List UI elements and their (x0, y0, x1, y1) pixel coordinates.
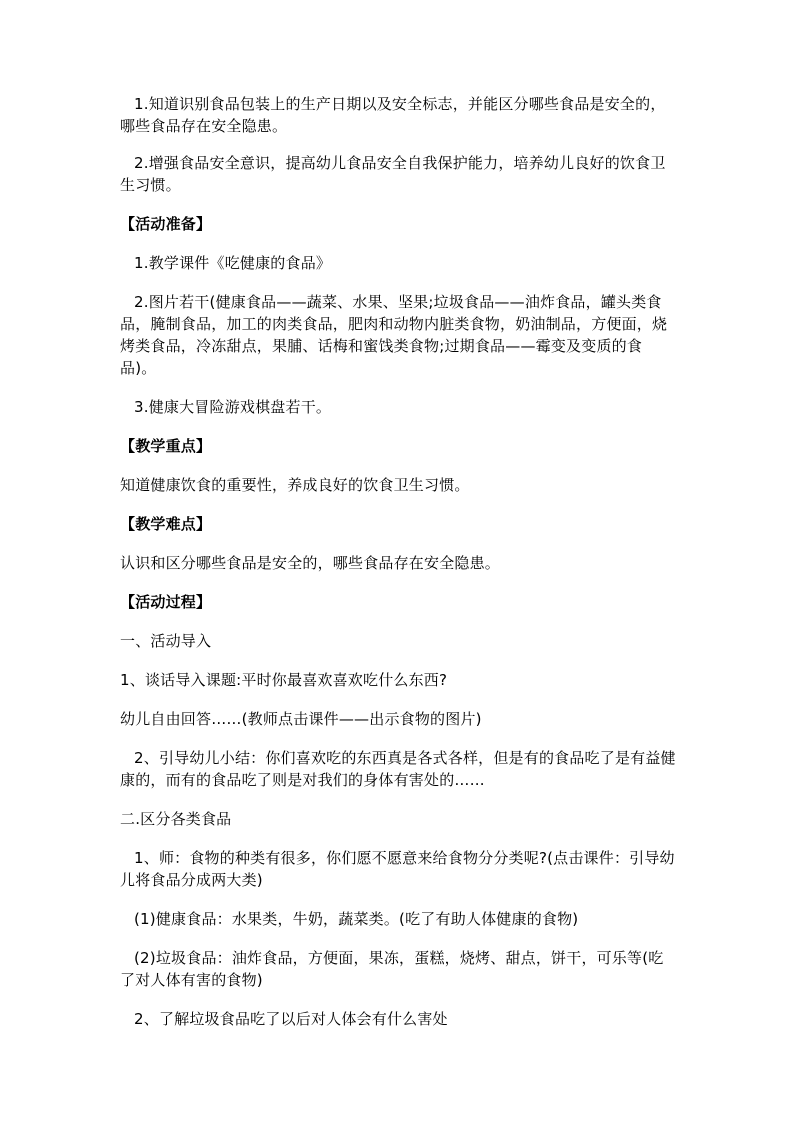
objective-2: 2.增强食品安全意识，提高幼儿食品安全自我保护能力，培养幼儿良好的饮食卫生习惯。 (120, 154, 666, 194)
process-step-2-item-1: 1、师：食物的种类有很多，你们愿不愿意来给食物分分类呢?(点击课件：引导幼儿将食品分成两大类) (120, 849, 675, 889)
junk-food-list: (2)垃圾食品：油炸食品，方便面，果冻，蛋糕，烧烤、甜点，饼干，可乐等(吃了对人体有害的食物) (120, 949, 664, 989)
difficulties-text: 认识和区分哪些食品是安全的，哪些食品存在安全隐患。 (120, 554, 501, 572)
healthy-food-list: (1)健康食品：水果类，牛奶，蔬菜类。(吃了有助人体健康的食物) (134, 910, 579, 928)
section-heading-preparation: 【活动准备】 (120, 215, 212, 233)
process-step-2-item-2: 2、了解垃圾食品吃了以后对人体会有什么害处 (134, 1010, 448, 1028)
preparation-item-3: 3.健康大冒险游戏棋盘若干。 (134, 398, 332, 416)
process-step-1-title: 一、活动导入 (120, 632, 212, 650)
process-step-2-title: 二.区分各类食品 (120, 810, 232, 828)
preparation-item-1: 1.教学课件《吃健康的食品》 (134, 254, 332, 272)
section-heading-key-points: 【教学重点】 (120, 437, 212, 455)
section-heading-difficulties: 【教学难点】 (120, 515, 212, 533)
section-heading-process: 【活动过程】 (120, 593, 212, 611)
document-body (120, 93, 676, 1030)
process-step-1-item-1: 1、谈话导入课题:平时你最喜欢喜欢吃什么东西? (120, 671, 448, 689)
key-points-text: 知道健康饮食的重要性，养成良好的饮食卫生习惯。 (120, 476, 470, 494)
preparation-item-2: 2.图片若干(健康食品——蔬菜、水果、坚果;垃圾食品——油炸食品，罐头类食品，腌制食品，加工的肉类食品，肥肉和动物内脏类食物，奶油制品，方便面，烧烤类食品，冷冻甜点，果脯、话梅和蜜饯类食物;过期食品——霉变及变质的食品)。 (120, 293, 668, 377)
objective-1: 1.知道识别食品包装上的生产日期以及安全标志，并能区分哪些食品是安全的，哪些食品存在安全隐患。 (120, 95, 666, 135)
process-step-1-item-2: 2、引导幼儿小结：你们喜欢吃的东西真是各式各样，但是有的食品吃了是有益健康的，而有的食品吃了则是对我们的身体有害处的…… (120, 749, 676, 789)
process-step-1-answer: 幼儿自由回答……(教师点击课件——出示食物的图片) (120, 710, 482, 728)
